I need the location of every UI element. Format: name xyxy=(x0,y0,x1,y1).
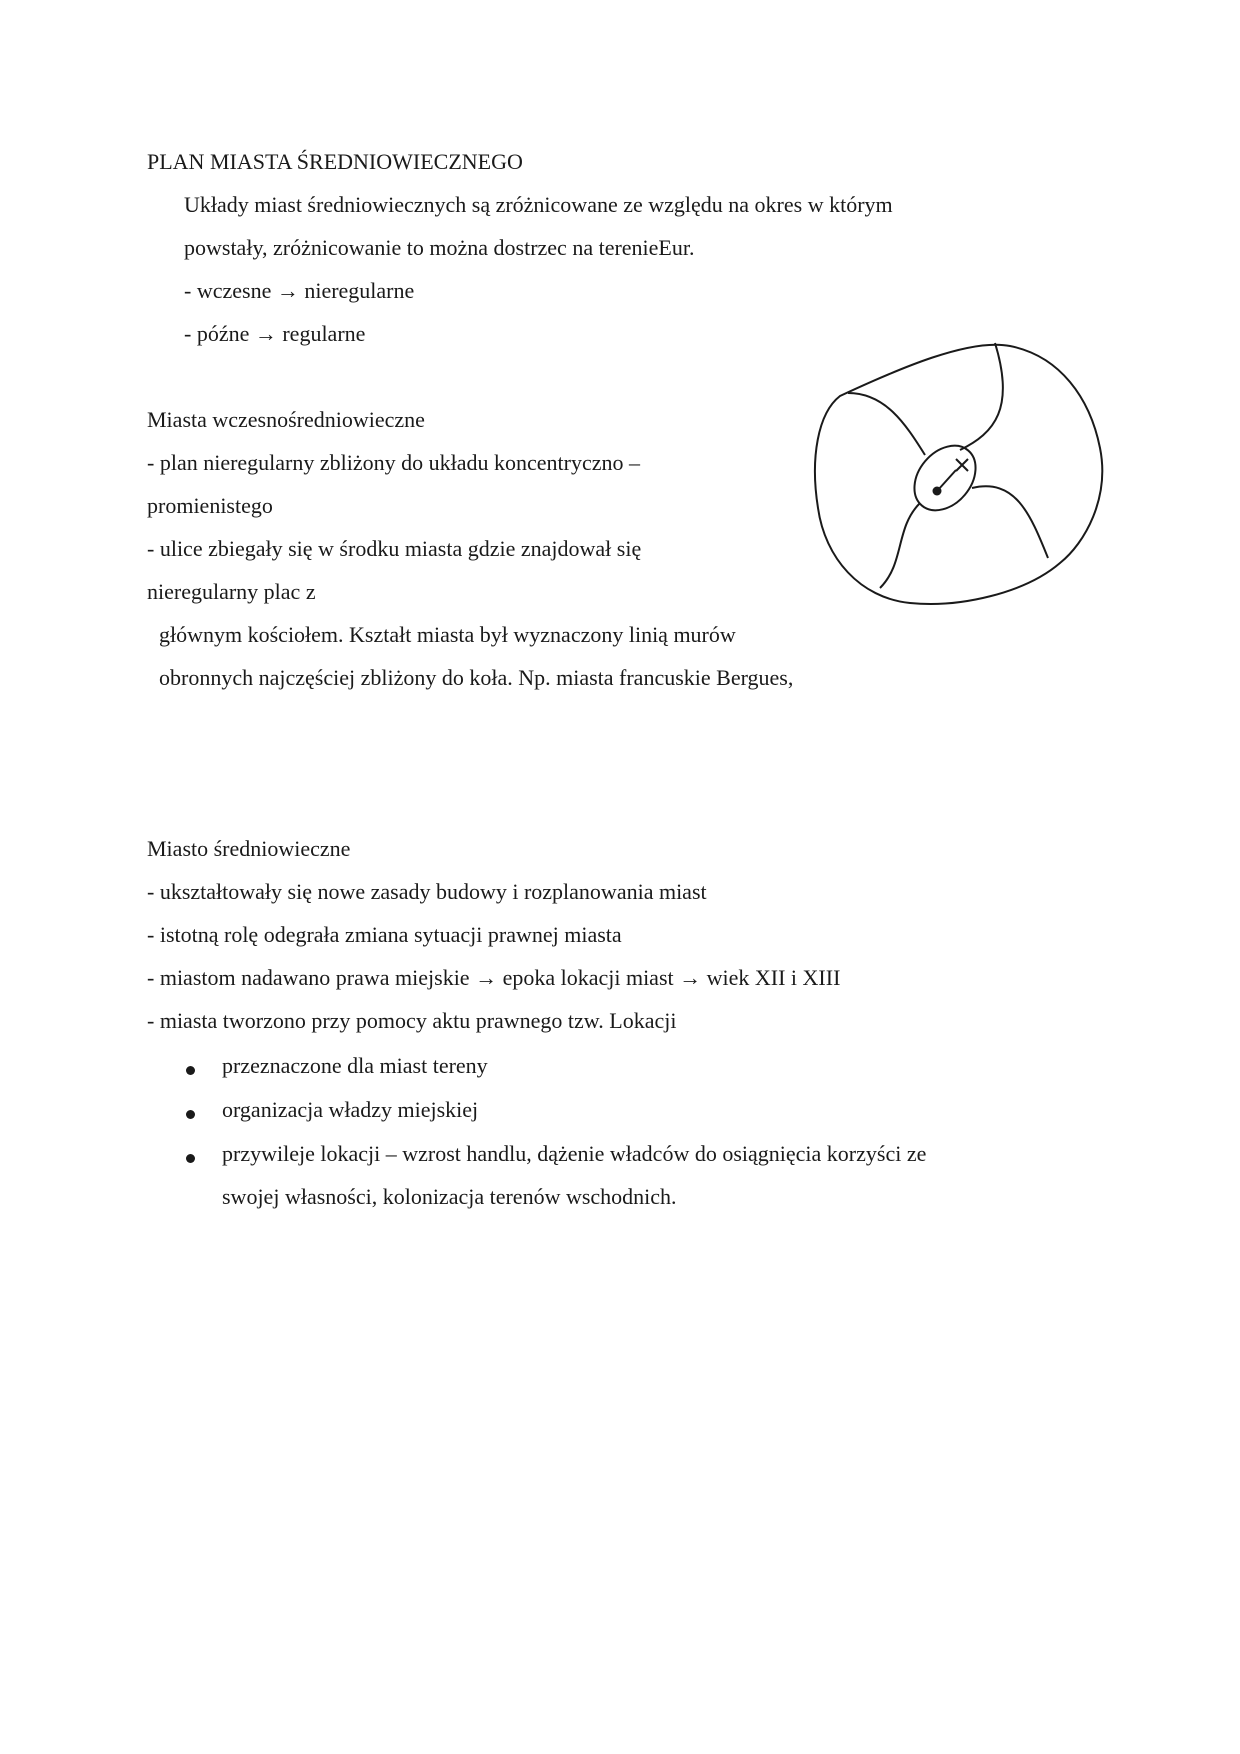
list-item: przywileje lokacji – wzrost handlu, dążenie władców do osiągnięcia korzyści ze xyxy=(222,1141,927,1166)
street-north-west xyxy=(848,393,925,455)
medieval-line-4: - miasta tworzono przy pomocy aktu prawnego tzw. Lokacji xyxy=(147,1008,677,1033)
early-line-2: promienistego xyxy=(147,493,273,518)
bullet-dot xyxy=(186,1066,195,1075)
bullet-dot xyxy=(186,1110,195,1119)
city-wall-outline xyxy=(815,345,1102,604)
list-item: przeznaczone dla miast tereny xyxy=(222,1053,488,1078)
list-item: organizacja władzy miejskiej xyxy=(222,1097,479,1122)
early-line-3: - ulice zbiegały się w środku miasta gdzie znajdował się xyxy=(147,536,642,561)
early-line-5: głównym kościołem. Kształt miasta był wyznaczony linią murów xyxy=(159,622,736,647)
concentric-city-plan-diagram xyxy=(810,338,1110,614)
bullet-dot xyxy=(186,1154,195,1163)
early-line-4: nieregularny plac z xyxy=(147,579,316,604)
medieval-city-heading: Miasto średniowieczne xyxy=(147,836,351,861)
early-line-1: - plan nieregularny zbliżony do układu koncentryczno – xyxy=(147,450,641,475)
intro-item-early: - wczesne → nieregularne xyxy=(184,278,415,303)
medieval-line-3: - miastom nadawano prawa miejskie → epoka lokacji miast → wiek XII i XIII xyxy=(147,965,841,990)
church-dot xyxy=(933,487,942,496)
early-cities-heading: Miasta wczesnośredniowieczne xyxy=(147,407,425,432)
early-line-6: obronnych najczęściej zbliżony do koła. Np. miasta francuskie Bergues, xyxy=(159,665,794,690)
medieval-line-1: - ukształtowały się nowe zasady budowy i rozplanowania miast xyxy=(147,879,707,904)
intro-line-2: powstały, zróżnicowanie to można dostrzec na terenieEur. xyxy=(184,235,695,260)
street-north-east xyxy=(960,343,1003,450)
church-axis xyxy=(938,470,956,490)
intro-item-late: - późne → regularne xyxy=(184,321,366,346)
page-title: PLAN MIASTA ŚREDNIOWIECZNEGO xyxy=(147,149,523,174)
medieval-line-2: - istotną rolę odegrała zmiana sytuacji prawnej miasta xyxy=(147,922,622,947)
list-item-continuation: swojej własności, kolonizacja terenów wschodnich. xyxy=(222,1184,677,1209)
street-south-west xyxy=(880,503,920,588)
street-south-east xyxy=(972,486,1048,558)
intro-line-1: Układy miast średniowiecznych są zróżnicowane ze względu na okres w którym xyxy=(184,192,893,217)
